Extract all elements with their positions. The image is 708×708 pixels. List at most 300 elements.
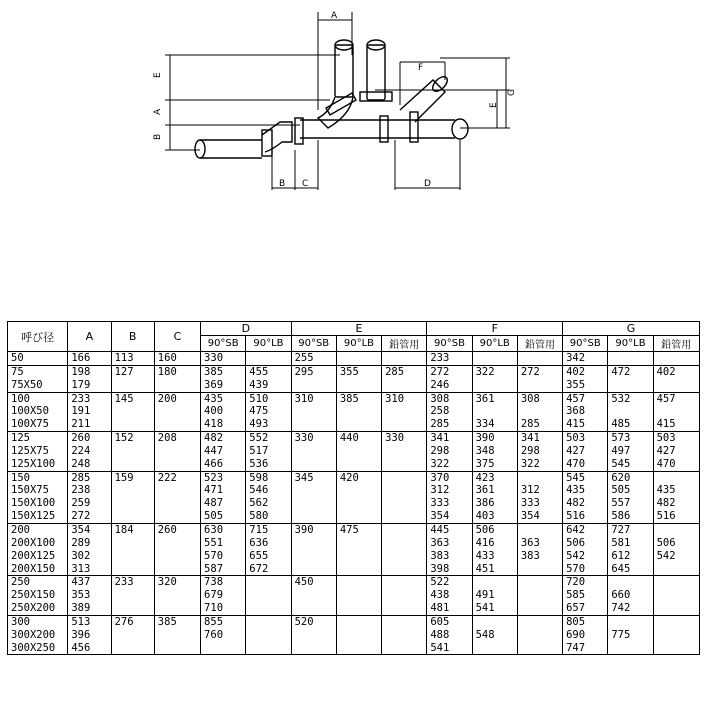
cell-d-sb: 418 [201,418,246,431]
cell-e-lb [336,379,381,392]
cell-f-lead [517,642,562,655]
cell-d-lb: 546 [246,484,291,497]
cell-e-lb: 385 [336,392,381,405]
cell-f-lead: 312 [517,484,562,497]
cell-a: 224 [68,445,111,458]
cell-e-lb: 355 [336,365,381,378]
subheader-g-sb: 90°SB [563,336,608,352]
cell-g-lead [653,379,699,392]
cell-a: 191 [68,405,111,418]
cell-e-sb: 255 [291,352,336,366]
cell-d-lb [246,589,291,602]
cell-size: 300 [8,615,68,628]
cell-size: 150 [8,471,68,484]
cell-b [111,484,154,497]
cell-f-sb: 341 [427,432,472,445]
cell-d-sb: 487 [201,497,246,510]
cell-e-lb [336,458,381,471]
cell-f-lead [517,523,562,536]
cell-d-sb: 760 [201,629,246,642]
dim-label-g: G [507,89,517,96]
cell-e-sb [291,602,336,615]
cell-f-lead [517,589,562,602]
cell-e-lb [336,642,381,655]
cell-g-lead: 542 [653,550,699,563]
cell-f-lb: 541 [472,602,517,615]
cell-f-lead: 354 [517,510,562,523]
cell-e-lead [382,484,427,497]
cell-g-sb: 482 [563,497,608,510]
cell-e-sb [291,537,336,550]
cell-a: 211 [68,418,111,431]
cell-a: 198 [68,365,111,378]
cell-e-lb [336,537,381,550]
cell-size: 150X100 [8,497,68,510]
cell-e-lead [382,576,427,589]
cell-g-sb: 506 [563,537,608,550]
cell-g-sb: 457 [563,392,608,405]
cell-g-lead: 503 [653,432,699,445]
cell-d-lb: 439 [246,379,291,392]
cell-c: 200 [154,392,200,405]
cell-e-lb [336,563,381,576]
col-header-b: B [111,322,154,352]
cell-f-lead: 285 [517,418,562,431]
cell-g-lb: 775 [608,629,653,642]
cell-d-lb: 493 [246,418,291,431]
cell-f-lb: 322 [472,365,517,378]
cell-size: 125X75 [8,445,68,458]
cell-d-lb: 562 [246,497,291,510]
cell-f-lead: 341 [517,432,562,445]
cell-e-lead [382,379,427,392]
cell-d-lb [246,352,291,366]
cell-e-sb [291,629,336,642]
col-header-size: 呼び径 [8,322,68,352]
cell-c: 260 [154,523,200,536]
cell-b: 276 [111,615,154,628]
cell-c [154,550,200,563]
cell-e-sb: 520 [291,615,336,628]
cell-f-lb [472,405,517,418]
cell-b [111,602,154,615]
cell-f-sb: 322 [427,458,472,471]
table-row [8,510,700,523]
subheader-f-lead: 鉛管用 [517,336,562,352]
cell-g-lead: 482 [653,497,699,510]
cell-a: 238 [68,484,111,497]
cell-e-sb: 310 [291,392,336,405]
cell-d-lb [246,615,291,628]
cell-e-lead: 310 [382,392,427,405]
cell-size: 150X75 [8,484,68,497]
table-row [8,445,700,458]
cell-f-lead [517,615,562,628]
cell-e-lead [382,589,427,602]
cell-d-lb: 536 [246,458,291,471]
cell-c [154,642,200,655]
table-row [8,365,700,378]
cell-g-lead: 427 [653,445,699,458]
cell-b: 184 [111,523,154,536]
table-row [8,432,700,445]
cell-d-lb: 580 [246,510,291,523]
cell-size: 150X125 [8,510,68,523]
cell-e-lb: 440 [336,432,381,445]
cell-e-lead [382,458,427,471]
cell-b [111,445,154,458]
cell-d-sb: 482 [201,432,246,445]
cell-e-sb [291,484,336,497]
cell-e-lb [336,550,381,563]
cell-f-sb: 246 [427,379,472,392]
cell-e-lb [336,589,381,602]
cell-f-lead: 383 [517,550,562,563]
cell-a: 248 [68,458,111,471]
cell-f-lead [517,405,562,418]
cell-a: 513 [68,615,111,628]
cell-d-lb: 510 [246,392,291,405]
cell-size: 125X100 [8,458,68,471]
cell-g-sb: 368 [563,405,608,418]
cell-f-sb: 398 [427,563,472,576]
cell-e-lb [336,497,381,510]
dim-label-e-right: E [489,102,499,108]
cell-d-sb: 551 [201,537,246,550]
cell-e-lb [336,602,381,615]
cell-g-lb: 742 [608,602,653,615]
cell-g-sb: 355 [563,379,608,392]
cell-g-sb: 503 [563,432,608,445]
cell-e-lead [382,615,427,628]
cell-f-lb [472,642,517,655]
cell-g-lead [653,589,699,602]
subheader-f-sb: 90°SB [427,336,472,352]
cell-a: 354 [68,523,111,536]
cell-g-lead [653,405,699,418]
col-header-c: C [154,322,200,352]
cell-g-lb: 545 [608,458,653,471]
cell-f-lead [517,629,562,642]
cell-e-sb [291,550,336,563]
dim-label-a-top: A [331,11,338,21]
cell-b [111,458,154,471]
cell-c: 385 [154,615,200,628]
cell-e-lead: 330 [382,432,427,445]
cell-e-lead [382,537,427,550]
cell-g-sb: 342 [563,352,608,366]
cell-g-sb: 402 [563,365,608,378]
cell-g-lead: 470 [653,458,699,471]
cell-e-lead [382,629,427,642]
cell-g-lead [653,629,699,642]
cell-f-lead [517,471,562,484]
cell-e-sb [291,510,336,523]
cell-g-lb: 645 [608,563,653,576]
cell-g-sb: 690 [563,629,608,642]
cell-e-lead [382,405,427,418]
cell-e-sb [291,379,336,392]
cell-f-lb: 334 [472,418,517,431]
cell-g-sb: 570 [563,563,608,576]
cell-e-lb [336,510,381,523]
dim-label-b-bottom: B [279,179,286,189]
table-row [8,523,700,536]
cell-f-sb: 312 [427,484,472,497]
cell-e-lb [336,418,381,431]
cell-g-lb: 581 [608,537,653,550]
cell-e-lead [382,523,427,536]
cell-b: 152 [111,432,154,445]
col-header-f: F [427,322,563,336]
cell-b [111,550,154,563]
cell-a: 179 [68,379,111,392]
cell-e-lead [382,563,427,576]
cell-f-lb [472,576,517,589]
cell-size: 250 [8,576,68,589]
cell-e-lead [382,352,427,366]
table-row [8,458,700,471]
cell-c [154,602,200,615]
cell-a: 233 [68,392,111,405]
cell-f-lb: 375 [472,458,517,471]
cell-c [154,510,200,523]
cell-c: 222 [154,471,200,484]
cell-e-sb: 295 [291,365,336,378]
cell-a: 260 [68,432,111,445]
cell-f-sb: 363 [427,537,472,550]
subheader-e-lead: 鉛管用 [382,336,427,352]
cell-size: 200X100 [8,537,68,550]
cell-a: 259 [68,497,111,510]
cell-b: 127 [111,365,154,378]
cell-a: 456 [68,642,111,655]
cell-d-lb: 455 [246,365,291,378]
table-row [8,497,700,510]
cell-e-lb: 420 [336,471,381,484]
cell-d-sb: 630 [201,523,246,536]
cell-g-lead [653,602,699,615]
table-row [8,602,700,615]
fitting-assembly-drawing [150,0,530,200]
cell-f-lb: 403 [472,510,517,523]
cell-f-sb: 308 [427,392,472,405]
cell-e-lead [382,642,427,655]
cell-g-lb: 557 [608,497,653,510]
cell-g-sb: 585 [563,589,608,602]
cell-c [154,445,200,458]
dim-label-f: F [418,63,424,73]
cell-size: 50 [8,352,68,366]
cell-g-sb: 657 [563,602,608,615]
col-header-d: D [201,322,292,336]
dim-label-d: D [424,179,431,189]
cell-e-lb [336,445,381,458]
cell-g-lb: 586 [608,510,653,523]
cell-g-sb: 435 [563,484,608,497]
col-header-g: G [563,322,700,336]
cell-e-sb [291,642,336,655]
cell-g-lead: 506 [653,537,699,550]
cell-size: 300X200 [8,629,68,642]
cell-d-sb: 447 [201,445,246,458]
table-row [8,615,700,628]
cell-g-sb: 415 [563,418,608,431]
cell-f-lb [472,352,517,366]
cell-b [111,563,154,576]
cell-c [154,629,200,642]
cell-a: 166 [68,352,111,366]
cell-f-sb: 488 [427,629,472,642]
table-row [8,484,700,497]
cell-c [154,497,200,510]
cell-d-sb: 587 [201,563,246,576]
cell-f-lb [472,615,517,628]
cell-d-sb: 679 [201,589,246,602]
cell-d-sb: 435 [201,392,246,405]
cell-e-lb [336,484,381,497]
cell-f-lead: 322 [517,458,562,471]
cell-e-lead: 285 [382,365,427,378]
cell-e-sb [291,405,336,418]
cell-c [154,379,200,392]
cell-g-sb: 470 [563,458,608,471]
subheader-d-sb: 90°SB [201,336,246,352]
cell-e-lb [336,352,381,366]
cell-b [111,418,154,431]
cell-c: 208 [154,432,200,445]
cell-e-sb [291,589,336,602]
cell-e-lb [336,576,381,589]
cell-f-sb: 438 [427,589,472,602]
cell-a: 272 [68,510,111,523]
cell-size: 200 [8,523,68,536]
cell-g-lead [653,523,699,536]
cell-f-sb: 298 [427,445,472,458]
cell-g-lb [608,379,653,392]
cell-d-lb [246,629,291,642]
cell-a: 437 [68,576,111,589]
cell-e-lead [382,550,427,563]
cell-f-lb: 548 [472,629,517,642]
cell-d-lb: 715 [246,523,291,536]
cell-e-lb [336,405,381,418]
cell-a: 289 [68,537,111,550]
cell-g-lead [653,576,699,589]
cell-f-sb: 258 [427,405,472,418]
cell-e-lead [382,418,427,431]
cell-e-sb [291,563,336,576]
cell-c: 180 [154,365,200,378]
cell-b [111,629,154,642]
table-row [8,392,700,405]
cell-d-sb: 710 [201,602,246,615]
cell-c [154,589,200,602]
cell-b [111,405,154,418]
table-row [8,550,700,563]
subheader-f-lb: 90°LB [472,336,517,352]
cell-f-sb: 370 [427,471,472,484]
cell-c [154,484,200,497]
cell-d-sb: 369 [201,379,246,392]
cell-b: 113 [111,352,154,366]
cell-f-lb: 416 [472,537,517,550]
cell-f-sb: 605 [427,615,472,628]
subheader-g-lb: 90°LB [608,336,653,352]
cell-d-sb: 570 [201,550,246,563]
cell-d-lb: 672 [246,563,291,576]
cell-g-lb: 573 [608,432,653,445]
cell-c [154,537,200,550]
cell-size: 100X75 [8,418,68,431]
table-row [8,589,700,602]
cell-d-sb: 471 [201,484,246,497]
cell-size: 300X250 [8,642,68,655]
cell-f-lead [517,576,562,589]
cell-size: 100X50 [8,405,68,418]
cell-g-sb: 545 [563,471,608,484]
cell-g-lb: 620 [608,471,653,484]
table-row [8,379,700,392]
dim-label-c: C [302,179,309,189]
cell-g-lead [653,615,699,628]
cell-size: 200X150 [8,563,68,576]
cell-e-sb [291,458,336,471]
cell-size: 125 [8,432,68,445]
cell-d-lb: 517 [246,445,291,458]
cell-b [111,379,154,392]
cell-f-lb: 361 [472,484,517,497]
dim-label-b-left: B [153,133,163,140]
cell-f-lead: 272 [517,365,562,378]
cell-a: 285 [68,471,111,484]
cell-f-sb: 285 [427,418,472,431]
cell-g-lb: 485 [608,418,653,431]
cell-c [154,563,200,576]
subheader-e-lb: 90°LB [336,336,381,352]
table-body [8,352,700,655]
table-row [8,629,700,642]
cell-e-sb [291,418,336,431]
cell-b [111,642,154,655]
table-row [8,352,700,366]
cell-g-sb: 427 [563,445,608,458]
cell-c [154,405,200,418]
cell-g-lb: 472 [608,365,653,378]
cell-a: 313 [68,563,111,576]
cell-size: 250X200 [8,602,68,615]
cell-f-sb: 522 [427,576,472,589]
cell-f-sb: 272 [427,365,472,378]
cell-e-lead [382,602,427,615]
cell-a: 396 [68,629,111,642]
cell-g-lb: 660 [608,589,653,602]
cell-a: 353 [68,589,111,602]
cell-a: 302 [68,550,111,563]
cell-g-lead: 402 [653,365,699,378]
subheader-e-sb: 90°SB [291,336,336,352]
cell-b: 159 [111,471,154,484]
cell-size: 75X50 [8,379,68,392]
cell-e-lead [382,510,427,523]
cell-f-sb: 354 [427,510,472,523]
cell-f-sb: 445 [427,523,472,536]
cell-g-lb: 497 [608,445,653,458]
table-row [8,537,700,550]
col-header-a: A [68,322,111,352]
cell-d-lb: 552 [246,432,291,445]
cell-e-sb: 450 [291,576,336,589]
